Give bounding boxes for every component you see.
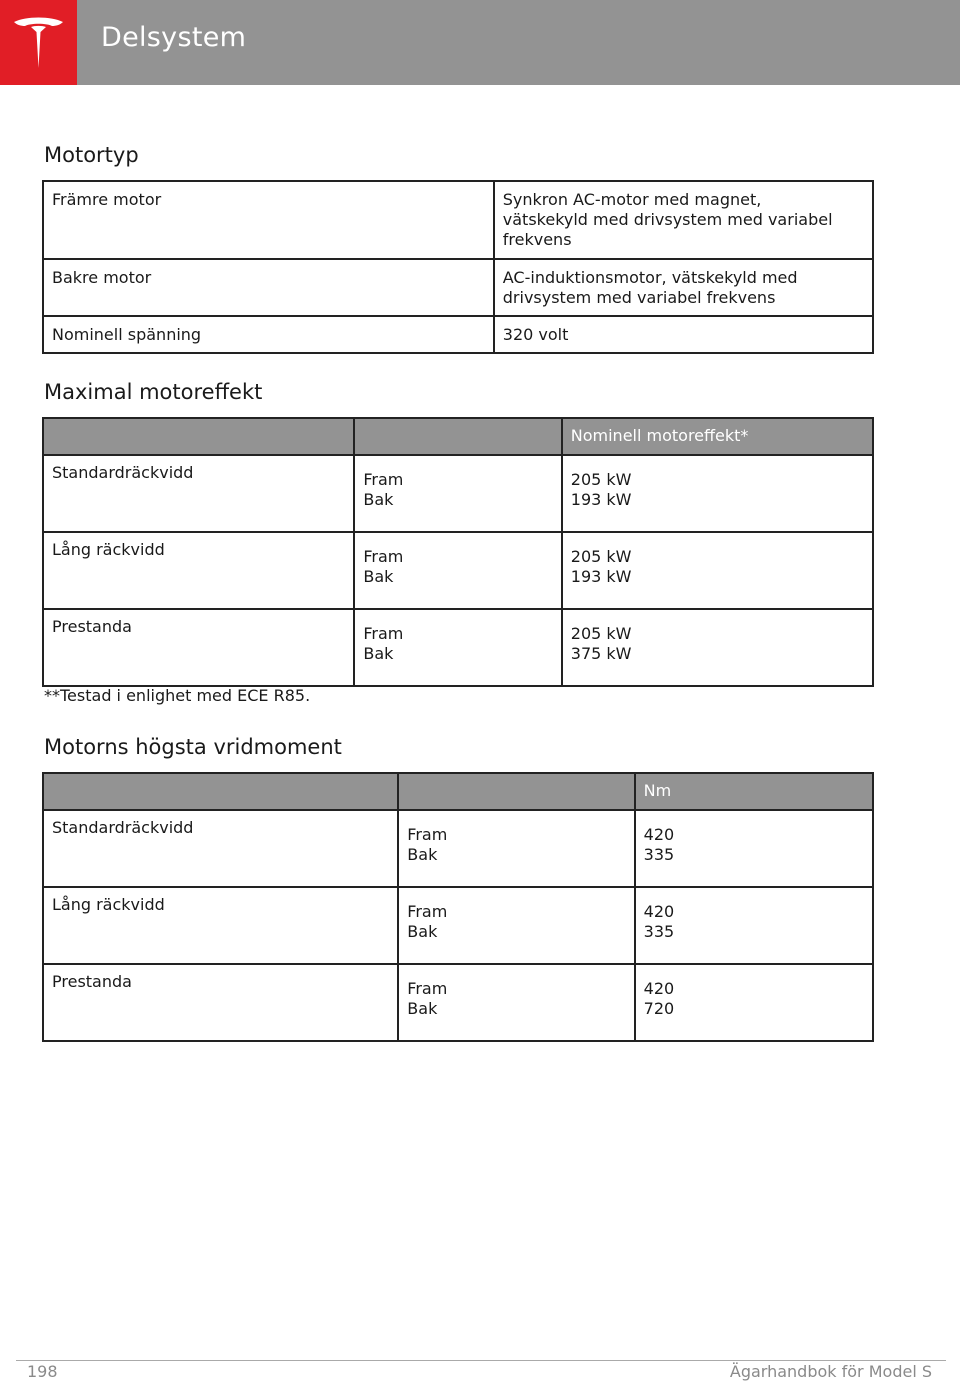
column-header — [398, 773, 634, 810]
variant-cell: Lång räckvidd — [43, 887, 398, 964]
table-row — [43, 316, 873, 353]
max-power-table — [42, 417, 874, 687]
column-header — [43, 418, 354, 455]
row-label: Främre motor — [43, 181, 494, 259]
motor-type-heading: Motortyp — [44, 143, 139, 167]
table-row — [43, 532, 873, 609]
axle-cell: Fram Bak — [398, 964, 634, 1041]
row-value: 320 volt — [494, 316, 873, 353]
row-value: AC-induktionsmotor, vätskekyld med drivsystem med variabel frekvens — [494, 259, 873, 316]
table-row — [43, 181, 873, 259]
value-cell: 205 kW 193 kW — [562, 532, 873, 609]
tesla-logo — [0, 0, 77, 85]
table-row — [43, 887, 873, 964]
value-cell: 420 335 — [635, 887, 873, 964]
axle-cell: Fram Bak — [398, 810, 634, 887]
column-header — [354, 418, 561, 455]
column-header — [43, 773, 398, 810]
value-cell: 205 kW 193 kW — [562, 455, 873, 532]
axle-cell: Fram Bak — [354, 455, 561, 532]
axle-cell: Fram Bak — [354, 609, 561, 686]
value-cell: 420 335 — [635, 810, 873, 887]
variant-cell: Standardräckvidd — [43, 455, 354, 532]
table-row — [43, 609, 873, 686]
table-row — [43, 964, 873, 1041]
row-value: Synkron AC-motor med magnet, vätskekyld med drivsystem med variabel frekvens — [494, 181, 873, 259]
book-title: Ägarhandbok för Model S — [729, 1362, 932, 1381]
axle-cell: Fram Bak — [354, 532, 561, 609]
variant-cell: Standardräckvidd — [43, 810, 398, 887]
tesla-t-icon — [12, 14, 65, 70]
footnote: **Testad i enlighet med ECE R85. — [44, 686, 311, 705]
value-cell: 420 720 — [635, 964, 873, 1041]
max-torque-heading: Motorns högsta vridmoment — [44, 735, 342, 759]
max-power-heading: Maximal motoreffekt — [44, 380, 263, 404]
value-cell: 205 kW 375 kW — [562, 609, 873, 686]
axle-cell: Fram Bak — [398, 887, 634, 964]
table-row — [43, 455, 873, 532]
table-row — [43, 259, 873, 316]
max-torque-table — [42, 772, 874, 1042]
table-row — [43, 810, 873, 887]
column-header: Nominell motoreffekt* — [562, 418, 873, 455]
page-number: 198 — [27, 1362, 58, 1381]
row-label: Bakre motor — [43, 259, 494, 316]
motor-type-table — [42, 180, 874, 354]
footer-divider — [16, 1360, 946, 1361]
variant-cell: Lång räckvidd — [43, 532, 354, 609]
section-title: Delsystem — [101, 22, 247, 53]
table-header-row — [43, 418, 873, 455]
table-header-row — [43, 773, 873, 810]
row-label: Nominell spänning — [43, 316, 494, 353]
variant-cell: Prestanda — [43, 609, 354, 686]
variant-cell: Prestanda — [43, 964, 398, 1041]
page-header — [0, 0, 960, 85]
column-header: Nm — [635, 773, 873, 810]
